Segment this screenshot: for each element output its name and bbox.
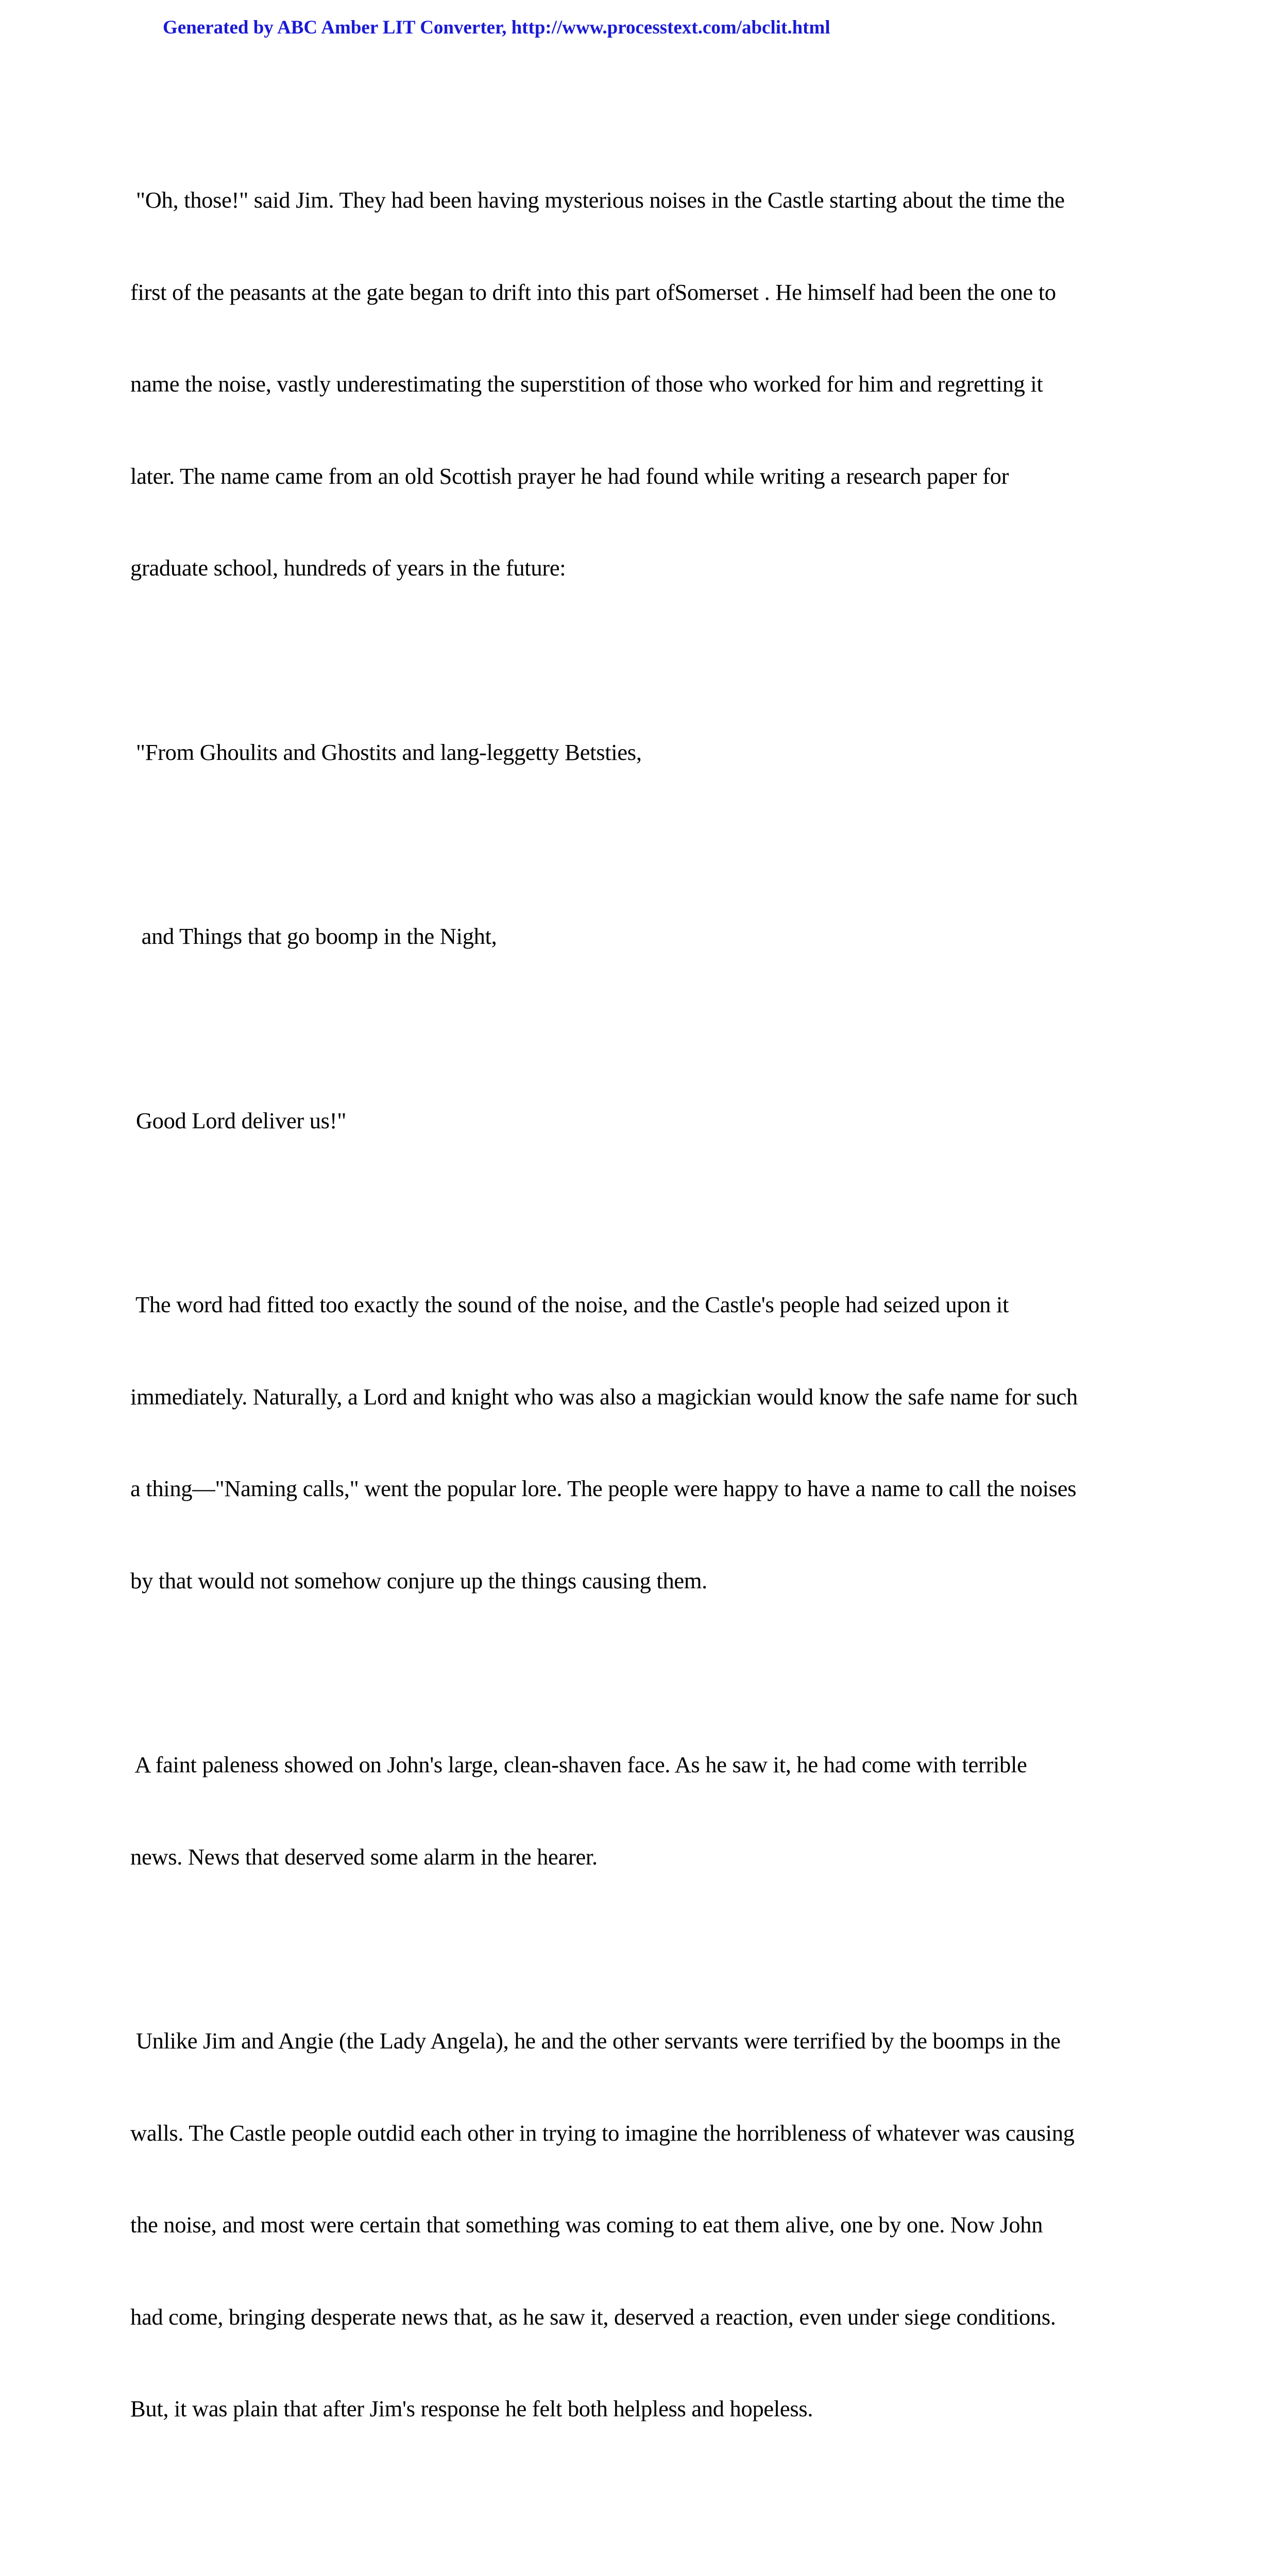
text-line: name the noise, vastly underestimating the superstition of those who worked for him and regretting it — [130, 369, 1155, 400]
text-line: graduate school, hundreds of years in the future: — [130, 553, 1155, 584]
paragraph — [130, 1964, 1155, 2486]
paragraph — [130, 1228, 1155, 1657]
paragraph-verse — [130, 860, 1155, 1013]
text-line: and Things that go boomp in the Night, — [130, 921, 1155, 952]
text-line: later. The name came from an old Scottish prayer he had found while writing a research paper for — [130, 461, 1155, 492]
text-line: "Oh, those!" said Jim. They had been having mysterious noises in the Castle starting about the time the — [130, 185, 1155, 216]
paragraph-verse — [130, 1044, 1155, 1198]
text-line: a thing—"Naming calls," went the popular lore. The people were happy to have a name to call the noises — [130, 1473, 1155, 1504]
text-line: Good Lord deliver us!" — [130, 1106, 1155, 1137]
text-line: But, it was plain that after Jim's response he felt both helpless and hopeless. — [130, 2394, 1155, 2425]
text-line: immediately. Naturally, a Lord and knight who was also a magickian would know the safe name for such — [130, 1382, 1155, 1413]
text-line: news. News that deserved some alarm in the hearer. — [130, 1842, 1155, 1873]
document-body — [130, 124, 1155, 2576]
text-line: The word had fitted too exactly the sound of the noise, and the Castle's people had seized upon it — [130, 1290, 1155, 1320]
text-line: A faint paleness showed on John's large, clean-shaven face. As he saw it, he had come with terrible — [130, 1750, 1155, 1781]
paragraph — [130, 1688, 1155, 1934]
paragraph — [130, 2517, 1155, 2576]
text-line: "From Ghoulits and Ghostits and lang-leggetty Betsties, — [130, 737, 1155, 768]
text-line: had come, bringing desperate news that, as he saw it, deserved a reaction, even under siege conditions. — [130, 2302, 1155, 2333]
text-line: walls. The Castle people outdid each other in trying to imagine the horribleness of whatever was causing — [130, 2118, 1155, 2149]
generator-header-link[interactable]: Generated by ABC Amber LIT Converter, http://www.processtext.com/abclit.html — [163, 14, 830, 41]
text-line: Unlike Jim and Angie (the Lady Angela), he and the other servants were terrified by the boomps in the — [130, 2026, 1155, 2057]
text-line: first of the peasants at the gate began to drift into this part ofSomerset . He himself had been the one to — [130, 277, 1155, 308]
text-line: the noise, and most were certain that something was coming to eat them alive, one by one. Now John — [130, 2210, 1155, 2241]
text-line: by that would not somehow conjure up the things causing them. — [130, 1566, 1155, 1597]
paragraph — [130, 124, 1155, 645]
paragraph-verse — [130, 676, 1155, 829]
